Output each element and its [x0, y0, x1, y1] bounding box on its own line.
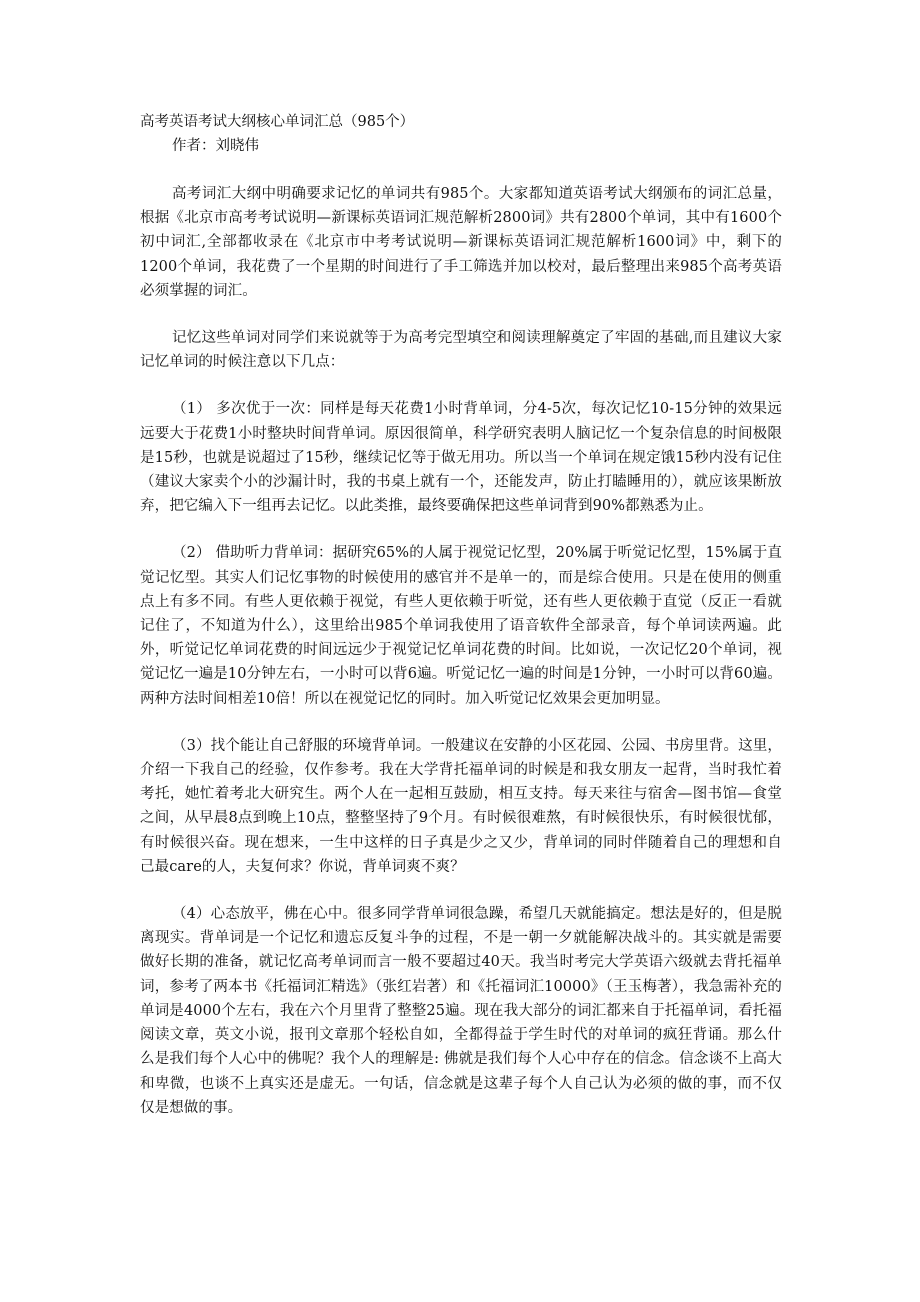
paragraph-point-2: （2） 借助听力背单词：据研究65%的人属于视觉记忆型，20%属于听觉记忆型，15%属于直觉记忆型。其实人们记忆事物的时候使用的感官并不是单一的，而是综合使用。只是在使用的侧重点上有多不同。有些人更依赖于视觉，有些人更依赖于听觉，还有些人更依赖于直觉（反正一看就记住了，不知道为什么），这里给出985个单词我使用了语音软件全部录音，每个单词读两遍。此外，听觉记忆单词花费的时间远远少于视觉记忆单词花费的时间。比如说，一次记忆20个单词，视觉记忆一遍是10分钟左右，一小时可以背6遍。听觉记忆一遍的时间是1分钟，一小时可以背60遍。两种方法时间相差10倍！所以在视觉记忆的同时。加入听觉记忆效果会更加明显。: [140, 545, 782, 707]
document-title: 高考英语考试大纲核心单词汇总（985个）: [140, 114, 415, 130]
paragraph-point-3: （3）找个能让自己舒服的环境背单词。一般建议在安静的小区花园、公园、书房里背。这里，介绍一下我自己的经验，仅作参考。我在大学背托福单词的时候是和我女朋友一起背，当时我忙着考托，她忙着考北大研究生。两个人在一起相互鼓励，相互支持。每天来往与宿舍—图书馆—食堂之间，从早晨8点到晚上10点，整整坚持了9个月。有时候很难熬，有时候很快乐，有时候很忧郁，有时候很兴奋。现在想来，一生中这样的日子真是少之又少，背单词的同时伴随着自己的理想和自己最care的人，夫复何求？你说，背单词爽不爽？: [140, 737, 782, 875]
paragraph-point-4: （4）心态放平，佛在心中。很多同学背单词很急躁，希望几天就能搞定。想法是好的，但是脱离现实。背单词是一个记忆和遗忘反复斗争的过程，不是一朝一夕就能解决战斗的。其实就是需要做好长期的准备，就记忆高考单词而言一般不要超过40天。我当时考完大学英语六级就去背托福单词，参考了两本书《托福词汇精选》（张红岩著）和《托福词汇10000》（王玉梅著），我急需补充的单词是4000个左右，我在六个月里背了整整25遍。现在我大部分的词汇都来自于托福单词，看托福阅读文章，英文小说，报刊文章那个轻松自如，全都得益于学生时代的对单词的疯狂背诵。那么什么是我们每个人心中的佛呢？我个人的理解是: 佛就是我们每个人心中存在的信念。信念谈不上高大和卑微，也谈不上真实还是虚无。一句话，信念就是这辈子每个人自己认为必须的做的事，而不仅仅是想做的事。: [140, 906, 782, 1116]
document-author: 作者：刘晓伟: [172, 138, 259, 154]
document-page: [140, 110, 782, 1143]
paragraph-point-1: （1） 多次优于一次：同样是每天花费1小时背单词，分4-5次，每次记忆10-15分钟的效果远远要大于花费1小时整块时间背单词。原因很简单，科学研究表明人脑记忆一个复杂信息的时间极限是15秒，也就是说超过了15秒，继续记忆等于做无用功。所以当一个单词在规定饿15秒内没有记住（建议大家卖个小的沙漏计时，我的书桌上就有一个，还能发声，防止打瞌睡用的），就应该果断放弃，把它编入下一组再去记忆。以此类推，最终要确保把这些单词背到90%都熟悉为止。: [140, 401, 782, 515]
paragraph-intro: 高考词汇大纲中明确要求记忆的单词共有985个。大家都知道英语考试大纲颁布的词汇总量，根据《北京市高考考试说明—新课标英语词汇规范解析2800词》共有2800个单词，其中有1600个初中词汇,全部都收录在《北京市中考考试说明—新课标英语词汇规范解析1600词》中，剩下的1200个单词，我花费了一个星期的时间进行了手工筛选并加以校对，最后整理出来985个高考英语必须掌握的词汇。: [140, 186, 782, 299]
paragraph-advice-intro: 记忆这些单词对同学们来说就等于为高考完型填空和阅读理解奠定了牢固的基础,而且建议大家记忆单词的时候注意以下几点：: [140, 330, 782, 371]
